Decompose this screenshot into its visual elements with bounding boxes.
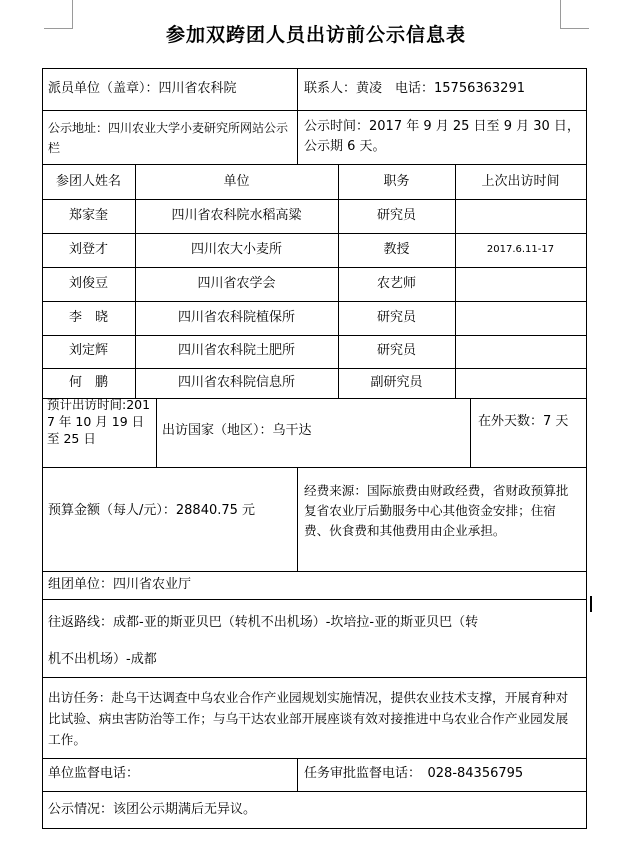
document-title: 参加双跨团人员出访前公示信息表 — [165, 24, 466, 46]
mission-description: 出访任务：赴乌干达调查中乌农业合作产业园规划实施情况，提供农业技术支撑，开展育种对比试验、病虫害防治等工作；与乌干达农业部开展座谈有效对接推进中乌农业合作产业园发展工作。 — [48, 690, 569, 747]
header-title: 职务 — [383, 174, 410, 189]
member-name: 李 晓 — [68, 310, 108, 325]
member-name: 刘登才 — [68, 242, 108, 257]
publicity-result: 公示情况：该团公示期满后无异议。 — [48, 802, 257, 817]
member-unit: 四川省农学会 — [197, 276, 276, 291]
trip-dates: 预计出访时间:2017 年 10 月 19 日至 25 日 — [47, 397, 151, 446]
header-last-visit: 上次出访时间 — [481, 174, 560, 189]
funding-source: 经费来源：国际旅费由财政经费，省财政预算批复省农业厅后勤服务中心其他资金安排；住宿费、伙食费和其他费用由企业承担。 — [304, 483, 569, 538]
task-supervision-phone: 任务审批监督电话： 028-84356795 — [304, 766, 524, 781]
unit-supervision-phone: 单位监督电话： — [48, 766, 140, 781]
member-title: 研究员 — [376, 310, 416, 325]
budget-amount: 预算金额（每人/元）：28840.75 元 — [48, 503, 256, 518]
organizing-unit: 组团单位：四川省农业厅 — [48, 577, 192, 592]
header-name: 参团人姓名 — [55, 174, 121, 189]
member-name: 何 鹏 — [68, 375, 108, 390]
member-title: 农艺师 — [376, 276, 416, 291]
destination-country: 出访国家（地区）：乌干达 — [162, 423, 312, 438]
text-cursor-mark — [590, 596, 592, 612]
member-unit: 四川省农科院植保所 — [177, 310, 295, 325]
member-title: 研究员 — [376, 343, 416, 358]
header-unit: 单位 — [223, 174, 250, 189]
member-name: 刘定辉 — [68, 343, 108, 358]
route-line-1: 往返路线：成都-亚的斯亚贝巴（转机不出机场）-坎培拉-亚的斯亚贝巴（转 — [48, 615, 479, 630]
member-unit: 四川省农科院信息所 — [177, 375, 295, 390]
route-line-2: 机不出机场）-成都 — [48, 652, 157, 667]
member-unit: 四川省农科院水稻高粱 — [171, 208, 302, 223]
contact-info: 联系人：黄凌 电话：15756363291 — [304, 81, 525, 96]
member-unit: 四川省农科院土肥所 — [177, 343, 295, 358]
dispatch-unit: 派员单位（盖章）：四川省农科院 — [48, 81, 237, 96]
info-table — [42, 68, 586, 846]
publicity-address: 公示地址：四川农业大学小麦研究所网站公示栏 — [48, 121, 289, 155]
member-title: 副研究员 — [370, 375, 423, 390]
member-title: 教授 — [383, 242, 410, 257]
member-title: 研究员 — [376, 208, 416, 223]
member-unit: 四川农大小麦所 — [190, 242, 282, 257]
member-last-visit: 2017.6.11-17 — [486, 244, 555, 255]
member-name: 刘俊豆 — [68, 276, 108, 291]
publicity-period: 公示时间：2017 年 9 月 25 日至 9 月 30 日，公示期 6 天。 — [304, 119, 580, 154]
days-abroad: 在外天数：7 天 — [478, 414, 569, 429]
member-name: 郑家奎 — [68, 208, 108, 223]
